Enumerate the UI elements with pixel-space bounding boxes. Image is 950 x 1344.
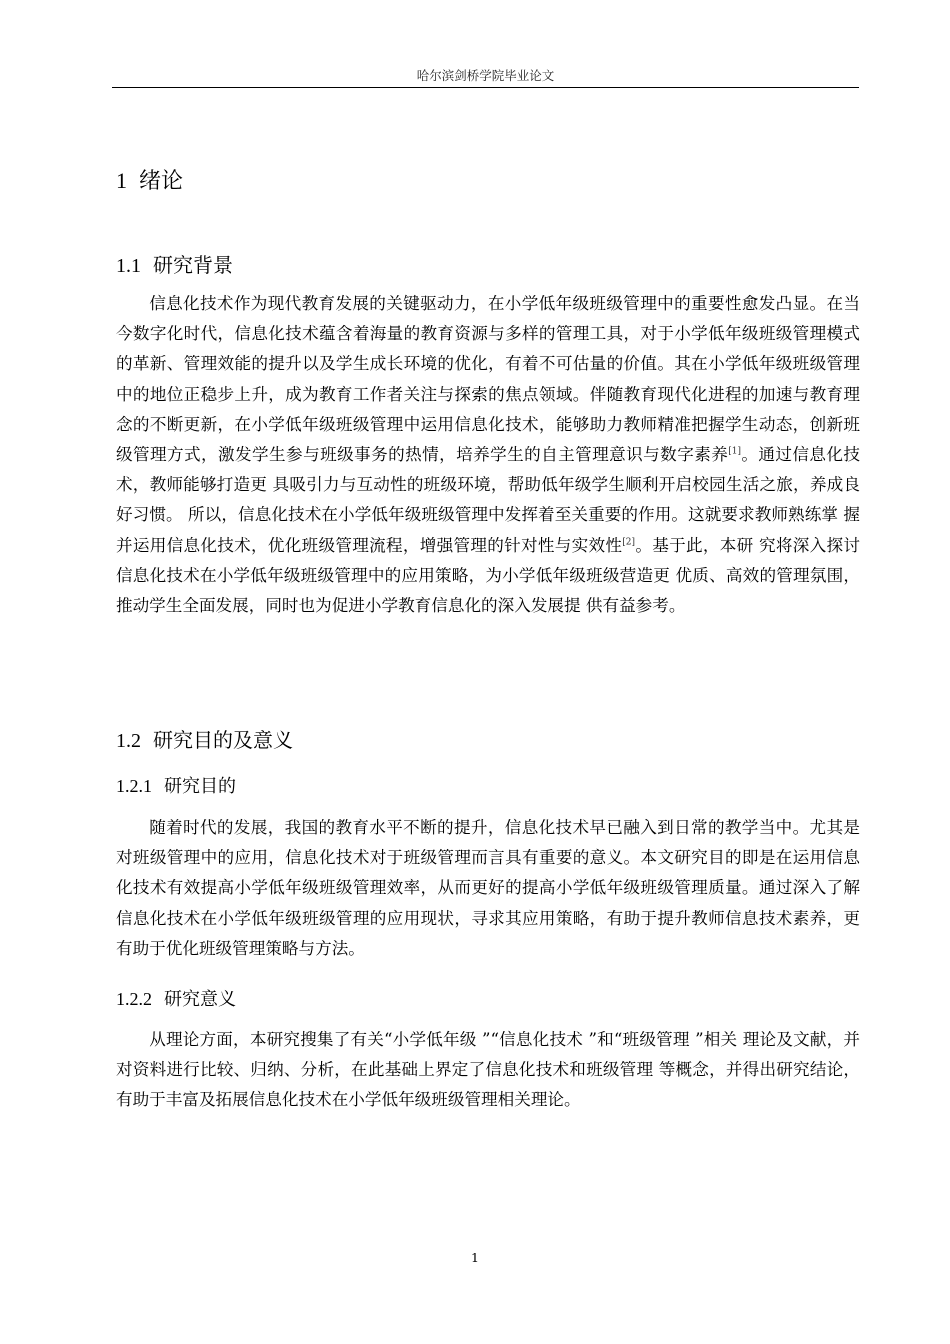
section-title: 研究目的及意义 [153, 728, 293, 752]
subsection-title: 研究目的 [164, 776, 236, 797]
chapter-number: 1 [116, 168, 127, 193]
chapter-heading [116, 164, 183, 195]
section-title: 研究背景 [153, 253, 233, 277]
significance-paragraph: 从理论方面，本研究搜集了有关“小学低年级 ”“信息化技术 ”和“班级管理 ”相关 理论及文献，并对资料进行比较、归纳、分析，在此基础上界定了信息化技术和班级管理 等概念，并得出研究结论，有助于丰富及拓展信息化技术在小学低年级班级管理相关理论。 [116, 1030, 860, 1110]
citation-1: [1] [728, 446, 741, 457]
subsection-heading-1-2-2 [116, 985, 236, 1011]
subsection-number: 1.2.1 [116, 776, 152, 796]
header-rule [112, 87, 859, 88]
section-number: 1.1 [116, 255, 141, 277]
paragraph-text: 。通过信息化技术，教师能够打造更 具吸引力与互动性的班级环境，帮助低年级学生顺利开启校园生活之旅，养成良好习惯。 所以，信息化技术在小学低年级班级管理中发挥着至关重要的作用。这就要求教师熟练掌 握并运用信息化技术，优化班级管理流程，增强管理的针对性与实效性 [116, 445, 861, 555]
section-heading-1-1 [116, 249, 233, 278]
background-paragraph [116, 289, 860, 621]
chapter-title: 绪论 [139, 169, 184, 194]
subsection-number: 1.2.2 [116, 989, 152, 1009]
running-header: 哈尔滨剑桥学院毕业论文 [416, 68, 555, 83]
subsection-title: 研究意义 [164, 989, 236, 1010]
page-number: 1 [471, 1250, 479, 1265]
citation-2: [2] [622, 537, 636, 548]
paragraph-text: 。基于此，本研 究将深入探讨信息化技术在小学低年级班级管理中的应用策略，为小学低年级班级营造更 优质、高效的管理氛围，推动学生全面发展，同时也为促进小学教育信息化的深入发展提 供有益参考。 [116, 535, 860, 616]
subsection-heading-1-2-1 [116, 772, 236, 798]
section-heading-1-2 [116, 724, 293, 753]
purpose-paragraph: 随着时代的发展，我国的教育水平不断的提升，信息化技术早已融入到日常的教学当中。尤其是对班级管理中的应用，信息化技术对于班级管理而言具有重要的意义。本文研究目的即是在运用信息化技术有效提高小学低年级班级管理效率，从而更好的提高小学低年级班级管理质量。通过深入了解信息化技术在小学低年级班级管理的应用现状，寻求其应用策略，有助于提升教师信息技术素养，更有助于优化班级管理策略与方法。 [116, 818, 860, 958]
paragraph-text: 信息化技术作为现代教育发展的关键驱动力，在小学低年级班级管理中的重要性愈发凸显。在当今数字化时代，信息化技术蕴含着海量的教育资源与多样的管理工具，对于小学低年级班级管理模式的革新、管理效能的提升以及学生成长环境的优化，有着不可估量的价值。其在小学低年级班级管理中的地位正稳步上升，成为教育工作者关注与探索的焦点领域。伴随教育现代化进程的加速与教育理念的不断更新，在小学低年级班级管理中运用信息化技术，能够助力教师精准把握学生动态，创新班级管理方式，激发学生参与班级事务的热情，培养学生的自主管理意识与数字素养 [116, 294, 860, 465]
section-number: 1.2 [116, 730, 141, 752]
